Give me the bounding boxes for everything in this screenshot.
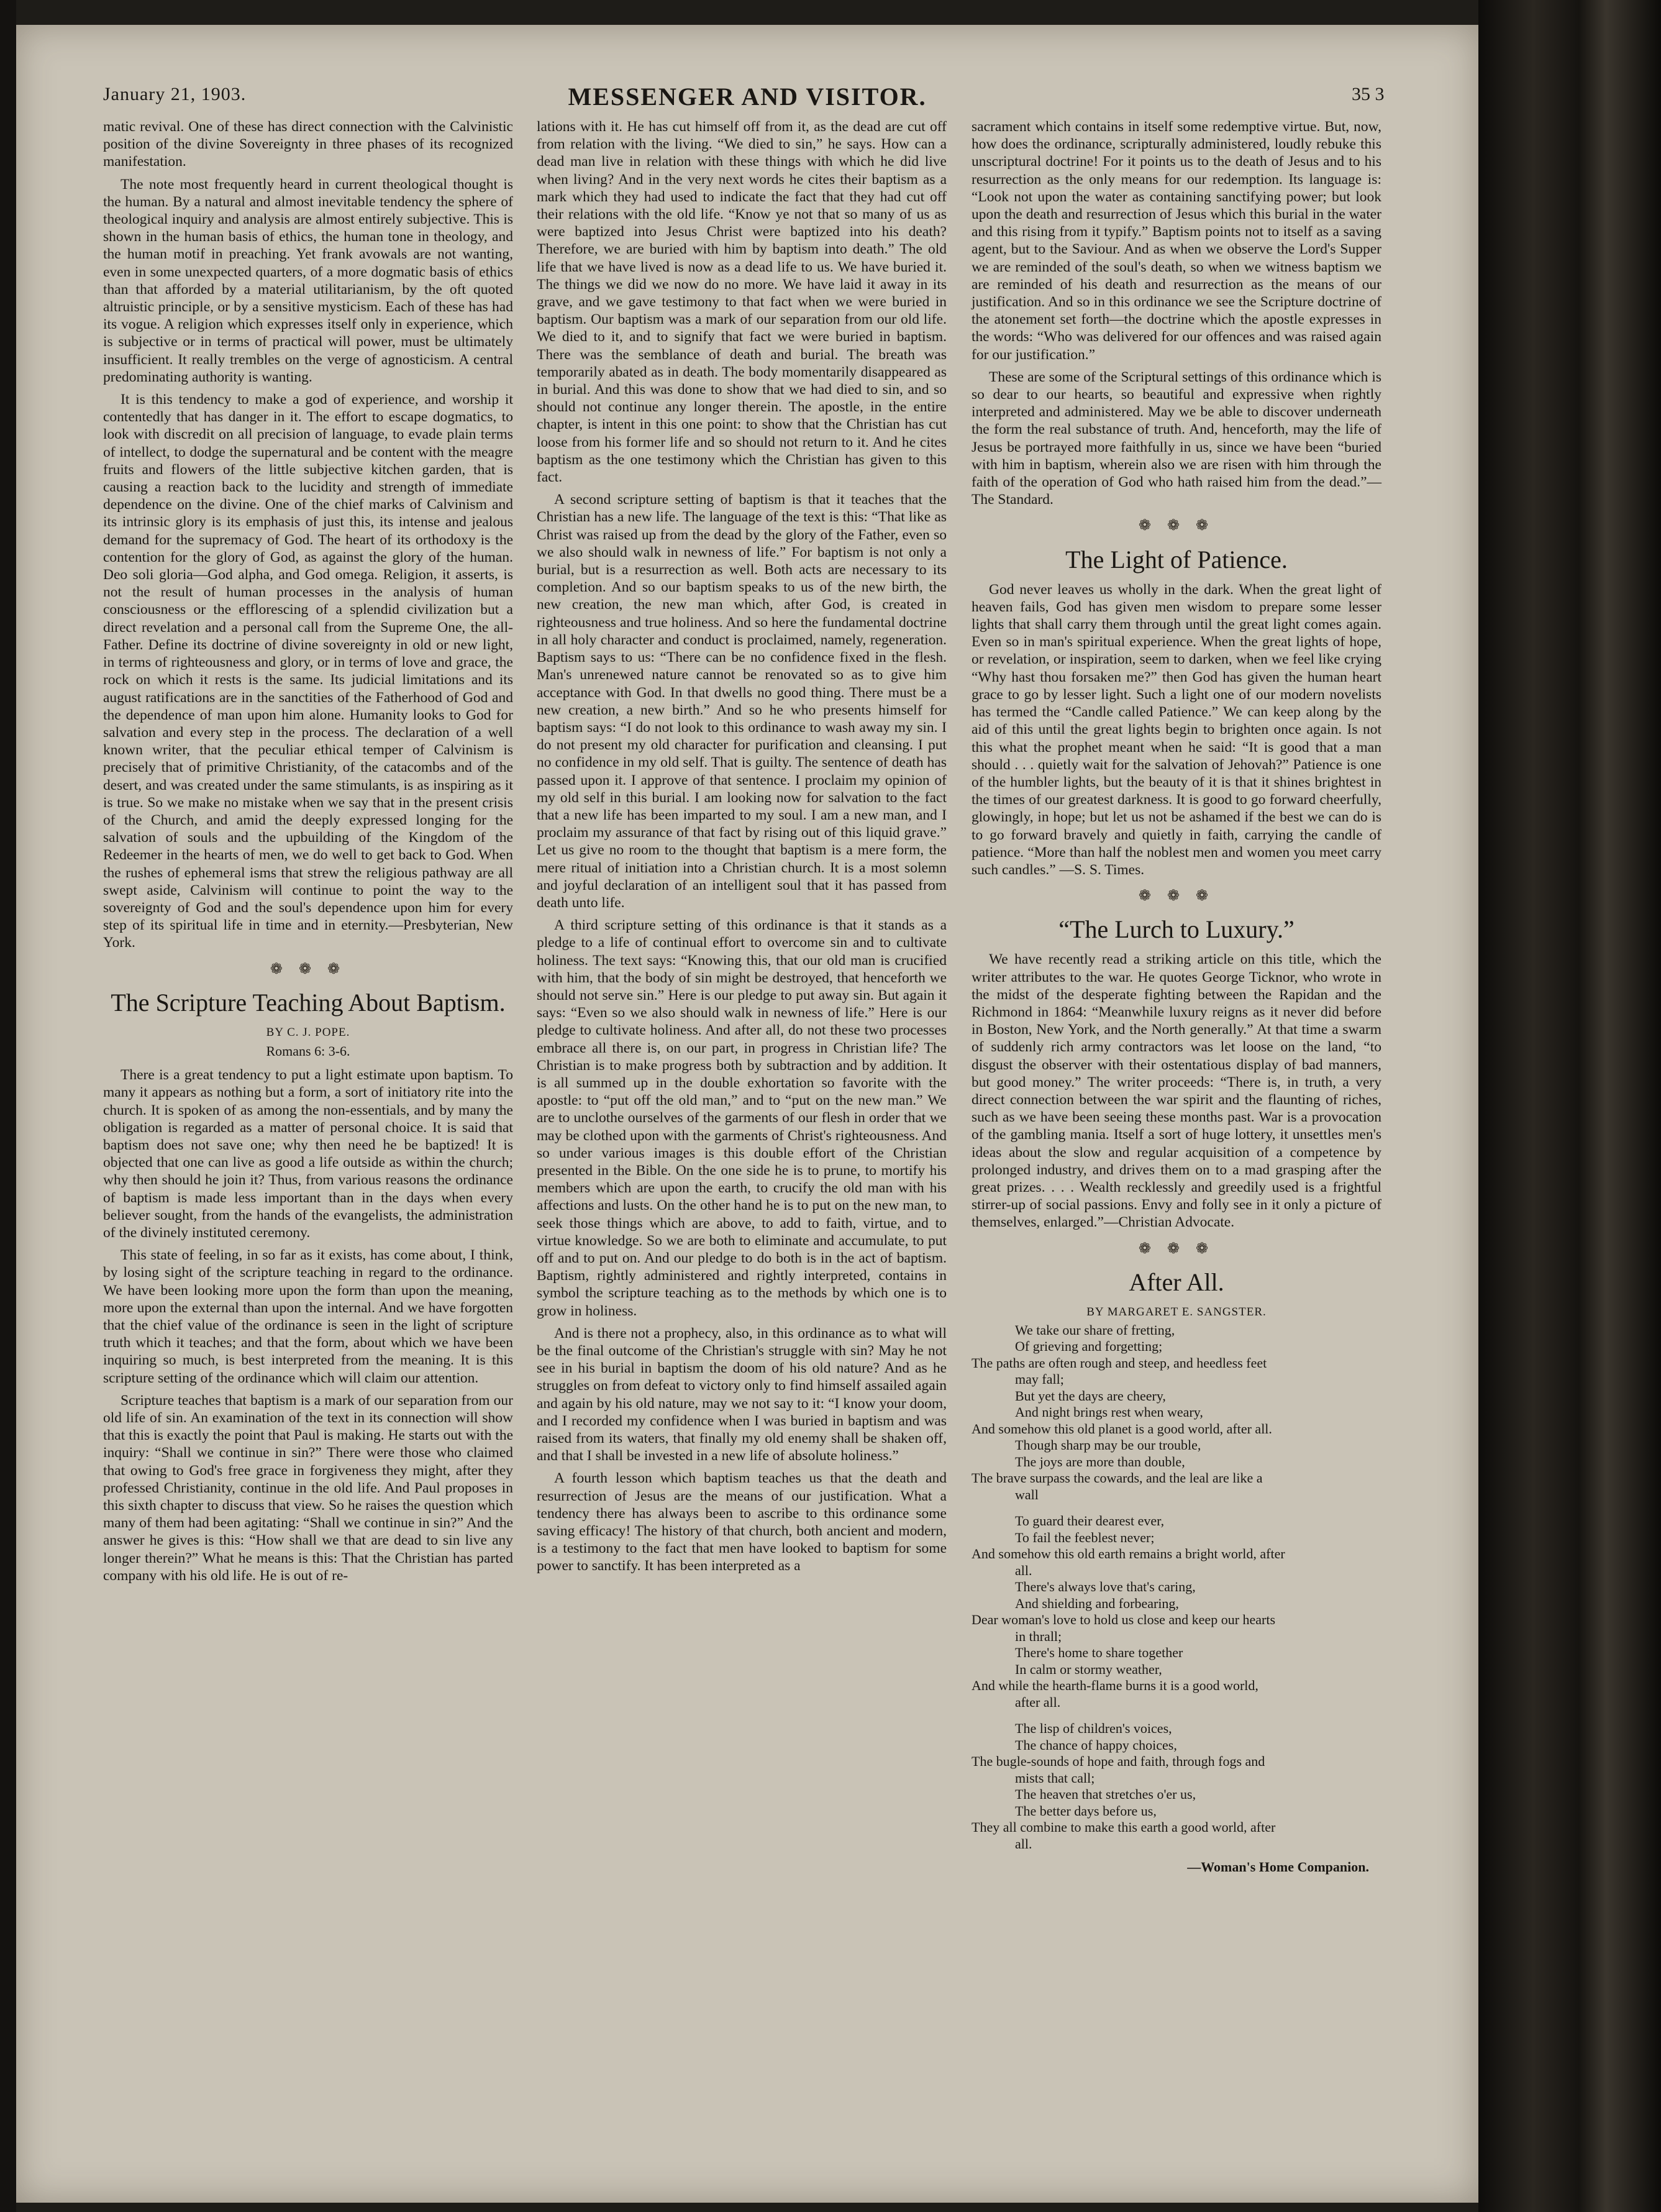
poem-line: And night brings rest when weary, xyxy=(1015,1404,1203,1420)
newspaper-title: MESSENGER AND VISITOR. xyxy=(568,83,927,111)
paragraph: We have recently read a striking article on this title, which the writer attributes to the war. He quotes George Ticknor, who wrote in the midst of the desperate fighting between the Rapidan and the Richmond in 1864: “Meanwhile luxury reigns as it never did before in Boston, New York, and the North generally.” At that time a swarm of suddenly rich army contractors was let loose on the land, “to disgust the observer with their ostentatious display of bad manners, but good money.” The writer proceeds: “There is, in truth, a very direct connection between the war spirit and the flaunting of riches, such as we have been seeing these months past. War is a provocation of the gambling mania. Itself a sort of huge lottery, it unsettles men's ideas about the slow and regular acquisition of a competence by prolonged industry, and drives them on to a mad grasping after the great prizes. . . . Wealth recklessly and greedily used is a frightful stirrer-up of social passions. Envy and folly see in it only a picture of themselves, enlarged.”—Christian Advocate. xyxy=(972,951,1381,1231)
column-1 xyxy=(103,118,513,1589)
poem-title: After All. xyxy=(1129,1268,1224,1296)
poem-line: The chance of happy choices, xyxy=(1015,1737,1177,1753)
poem-line: The heaven that stretches o'er us, xyxy=(1015,1786,1196,1803)
poem-line: may fall; xyxy=(1015,1371,1064,1387)
section-ornament: ❁ ❁ ❁ xyxy=(1138,518,1215,534)
poem-line: And somehow this old earth remains a bright world, after xyxy=(972,1546,1285,1562)
poem-line: They all combine to make this earth a good world, after xyxy=(972,1819,1276,1835)
article-title-baptism: The Scripture Teaching About Baptism. xyxy=(111,988,506,1017)
poem-line: In calm or stormy weather, xyxy=(1015,1661,1162,1677)
scan-border-right xyxy=(1478,0,1661,2212)
poem-line: The bugle-sounds of hope and faith, through fogs and xyxy=(972,1753,1265,1770)
column-3 xyxy=(972,118,1381,1876)
paragraph: And is there not a prophecy, also, in this ordinance as to what will be the final outcome of the Christian's struggle with sin? May he not see in his burial in baptism the doom of his old nature? And as he struggles on from defeat to victory only to find himself assailed again and again by his old nature, may we not say to it: “I know your doom, and I recorded my confidence when I was buried in baptism and was raised from its waters, that finally my old enemy shall be shaken off, and that I shall be invested in a new life of absolute holiness.” xyxy=(537,1325,947,1465)
issue-date: January 21, 1903. xyxy=(103,84,247,104)
paragraph: A second scripture setting of baptism is that it teaches that the Christian has a new life. The language of the text is this: “That like as Christ was raised up from the dead by the glory of the Father, even so we also should walk in newness of life.” For baptism is not only a burial, but is a resurrection as well. Both acts are necessary to its completion. And so our baptism speaks to us of the new birth, the new creation, the new man which, after God, is created in righteousness and true holiness. And so here the fundamental doctrine in all holy character and conduct is proclaimed, namely, regeneration. Baptism says to us: “There can be no confidence fixed in the flesh. Man's unrenewed nature cannot be renovated so as to give him acceptance with God. In that dwells no good thing. There must be a new creation, a new birth.” And so he who presents himself for baptism says: “I do not look to this ordinance to wash away my sin. I do not present my old character for purification and cleansing. I put no confidence in my old self. That is guilty. The sentence of death has passed upon it. I approve of that sentence. I proclaim my opinion of my old self in this burial. I am looking now for salvation to the fact that a new life has been imparted to my soul. I am a new man, and I proclaim my assurance of that fact by rising out of this liquid grave.” Let us give no room to the thought that baptism is a mere form, the mere ritual of initiation into a Christian church. It is a most solemn and joyful declaration of an intelligent soul that it has passed from death unto life. xyxy=(537,491,947,911)
paragraph: sacrament which contains in itself some redemptive virtue. But, now, how does the ordinance, scripturally administered, loudly rebuke this unscriptural doctrine! For it points us to the death of Jesus and to his resurrection as the only means for our redemption. Its language is: “Look not upon the water as containing sanctifying power; but look upon the death and resurrection of Jesus which this burial in the water and this rising from it typify.” Baptism points not to itself as a saving agent, but to the Saviour. And as when we observe the Lord's Supper we are reminded of the soul's death, so when we witness baptism we are reminded of his death and resurrection as the means of our justification. And so in this ordinance we see the Scripture doctrine of the atonement set forth—the doctrine which the apostle expresses in the words: “Who was delivered for our offences and was raised again for our justification.” xyxy=(972,119,1381,363)
poem-line: all. xyxy=(1015,1562,1032,1578)
paragraph: God never leaves us wholly in the dark. When the great light of heaven fails, God has given men wisdom to prepare some lesser lights that shall carry them through until the great light comes again. Even so in man's spiritual experience. When the great lights of hope, or revelation, or inspiration, seem to darken, when we feel like crying “Why hast thou forsaken me?” then God has given the human heart grace to go by lesser light. Such a light one of our modern novelists has termed the “Candle called Patience.” We can keep along by the aid of this until the great lights begin to brighten once again. Is not this what the prophet meant when he said: “It is good that a man should . . . quietly wait for the salvation of Jehovah?” Patience is one of the humbler lights, but the beauty of it is that it shines brightest in the times of our greatest darkness. It is good to go forward cheerfully, glowingly, in hope; but let us not be ashamed if the best we can do is to go forward bravely and quietly in faith, carrying the candle of patience. “More than half the noblest men and women you meet carry such candles.” —S. S. Times. xyxy=(972,581,1381,878)
paragraph: A third scripture setting of this ordinance is that it stands as a pledge to a life of continual effort to overcome sin and to cultivate holiness. The text says: “Knowing this, that our old man is crucified with him, that the body of sin might be destroyed, that henceforth we should not serve sin.” Here is our pledge to put away sin. But again it says: “Even so we also should walk in newness of life.” Here is our pledge to cultivate holiness. And after all, do not these two processes embrace all there is, on our part, in progress in Christian life? The Christian is to make progress both by subtraction and by addition. It is all summed up in the double exhortation so favorite with the apostle: to “put off the old man,” and to “put on the new man.” We are to unclothe ourselves of the garments of our flesh in order that we may be clothed upon with the garments of Christ's righteousness. And so under various images is this double effort of the Christian presented in the Bible. On the one side he is to prune, to mortify his members which are upon the earth, to crucify the old man with his affections and lusts. On the other hand he is to put on the new man, to seek those things which are above, to add to faith, virtue, and to virtue knowledge. So we are both to eliminate and accumulate, to put off and to put on. And our pledge to do both is in the act of baptism. Baptism, rightly administered and rightly interpreted, contains in symbol the scripture teaching as to the methods by which one is to grow in holiness. xyxy=(537,917,947,1319)
poem-line: We take our share of fretting, xyxy=(1015,1322,1175,1338)
paragraph: It is this tendency to make a god of experience, and worship it contentedly that has danger in it. The effort to escape dogmatics, to look with discredit on all precision of language, to evade plain terms of intellect, to dodge the supernatural and be content with the meagre fruits and flowers of the little subjective kitchen garden, that is causing a reaction back to the lucidity and strength of immediate dependence on the divine. One of the chief marks of Calvinism and its intrinsic glory is its emphasis of just this, its intense and jealous demand for the supremacy of God. The heart of its orthodoxy is the contention for the glory of God, as against the glory of the human. Deo soli gloria—God alpha, and God omega. Religion, it asserts, is not the result of human processes in the analysis of human consciousness or the efflorescing of a splendid civilization but a direct revelation and a personal call from the Supreme One, the all-Father. Define its doctrine of divine sovereignty in old or new light, in terms of righteousness and glory, or in terms of love and grace, the rock on which it rests is the same. Its judicial limitations and its august ratifications are in the sanctities of the Fatherhood of God and the dependence of man upon him alone. Humanity looks to God for salvation and every step in the process. The declaration of a well known writer, that the peculiar ethical temper of Calvinism is precisely that of primitive Christianity, of the catacombs and of the desert, and was created under the same stimulants, is as inspiring as it is true. So we make no mistake when we say that in the present crisis of the Church, and amid the deeply expressed longing for the salvation of souls and the upbuilding of the Kingdom of the Redeemer in the hearts of men, we do well to get back to God. When the rushes of ephemeral isms that strew the religious pathway are all swept aside, Calvinism will continue to point the way to the sovereignty of God and the soul's dependence upon him for every step of its spiritual life in time and in eternity.—Presbyterian, New York. xyxy=(103,391,513,951)
paragraph: These are some of the Scriptural settings of this ordinance which is so dear to our hearts, so beautiful and expressive when rightly interpreted and administered. May we be able to discover underneath the form the real substance of truth. And, henceforth, may the life of Jesus be portrayed more faithfully in us, since we have been “buried with him in baptism, wherein also we are risen with him through the faith of the operation of God who hath raised him from the dead.”—The Standard. xyxy=(972,368,1381,508)
poem-stanza-break xyxy=(972,1503,1381,1513)
poem-line: The brave surpass the cowards, and the leal are like a xyxy=(972,1470,1263,1486)
poem-line: To guard their dearest ever, xyxy=(1015,1513,1165,1529)
poem-line: And shielding and forbearing, xyxy=(1015,1595,1179,1611)
poem-line: The joys are more than double, xyxy=(1015,1453,1185,1469)
paragraph: Scripture teaches that baptism is a mark of our separation from our old life of sin. An examination of the text in its connection will show that this is exactly the point that Paul is making. He starts out with the inquiry: “Shall we continue in sin?” There were those who claimed that owing to God's free grace in forgiveness they might, after they professed Christianity, continue in the old life. And Paul proposes in this sixth chapter to discuss that view. So he raises the question which many of them had been agitating: “Shall we continue in sin?” And the answer he gives is this: “How shall we that are dead to sin live any longer therein?” What he means is this: That the Christian has parted company with his old life. He is out of re- xyxy=(103,1392,513,1584)
scripture-reference: Romans 6: 3-6. xyxy=(266,1043,350,1059)
poem-line: There's always love that's caring, xyxy=(1015,1579,1196,1595)
poem-source: —Woman's Home Companion. xyxy=(1187,1859,1369,1875)
poem-line: To fail the feeblest never; xyxy=(1015,1529,1155,1545)
page-header xyxy=(16,25,1478,111)
poem-line: Dear woman's love to hold us close and keep our hearts xyxy=(972,1612,1276,1628)
poem-line: Though sharp may be our trouble, xyxy=(1015,1437,1201,1453)
poem-line: The paths are often rough and steep, and heedless feet xyxy=(972,1355,1267,1371)
section-ornament: ❁ ❁ ❁ xyxy=(270,961,347,977)
paragraph: matic revival. One of these has direct connection with the Calvinistic position of the divine Sovereignty in three phases of its recognized manifestation. xyxy=(103,119,513,170)
poem-line: Of grieving and forgetting; xyxy=(1015,1338,1163,1355)
poem-byline: BY MARGARET E. SANGSTER. xyxy=(1086,1305,1267,1319)
scan-border-left xyxy=(0,0,16,2212)
poem-line: The lisp of children's voices, xyxy=(1015,1721,1172,1737)
paragraph: This state of feeling, in so far as it exists, has come about, I think, by losing sight of the scripture teaching in regard to the ordinance. We have been looking more upon the form than upon the meaning, more upon the external than upon the internal. And we have forgotten that the chief value of the ordinance is seen in the light of scripture truth which it teaches; and that the form, about which we have been inquiring so much, is best interpreted from the meaning. It is this scripture setting of the ordinance which will claim our attention. xyxy=(103,1247,513,1386)
poem-line: wall xyxy=(1015,1486,1039,1502)
section-ornament: ❁ ❁ ❁ xyxy=(1138,1240,1215,1257)
poem-line: in thrall; xyxy=(1015,1628,1062,1644)
poem-line: The better days before us, xyxy=(1015,1803,1157,1819)
poem-line: mists that call; xyxy=(1015,1770,1095,1786)
article-title-luxury: “The Lurch to Luxury.” xyxy=(1058,915,1295,944)
column-2 xyxy=(537,118,947,1580)
poem-line: all. xyxy=(1015,1835,1032,1852)
article-title-patience: The Light of Patience. xyxy=(1065,545,1288,574)
paragraph: lations with it. He has cut himself off from it, as the dead are cut off from relation with the living. “We died to sin,” he says. How can a dead man live in relation with these things with which he did live when living? And in the very next words he cites their baptism as a mark which they had used to indicate the fact that they had cut off their relations with the old life. “Know ye not that so many of us as were baptized into Jesus Christ were baptized into his death? Therefore, we are buried with him by baptism into death.” The old life that we have lived is now as a dead life to us. We have buried it. The things we did we now do no more. We have laid it away in its grave, and we gave testimony to that fact when we were buried in baptism. Our baptism was a mark of our separation from our old life. We died to it, and to signify that fact we were buried in baptism. There was the semblance of death and burial. The breath was temporarily abated as in death. The body momentarily disappeared as in burial. And this was done to show that we had died to sin, and so should not continue any longer therein. The apostle, in the entire chapter, is intent in this one point: to show that the Christian has cut loose from his former life and so should not return to it. And he cites baptism as the one testimony which the Christian has given to this fact. xyxy=(537,119,947,486)
page-number: 35 3 xyxy=(1352,84,1385,104)
paragraph: A fourth lesson which baptism teaches us that the death and resurrection of Jesus are the means of our justification. What a tendency there has always been to ascribe to this ordinance some saving efficacy! The history of that church, both ancient and modern, is a testimony to the fact that men have looked to baptism for some power to sanctify. It has been interpreted as a xyxy=(537,1470,947,1574)
paragraph: There is a great tendency to put a light estimate upon baptism. To many it appears as nothing but a form, a sort of initiatory rite into the church. It is spoken of as among the non-essentials, and by many the obligation is regarded as a matter of personal choice. It is said that baptism does not save one; why then need he be baptized! It is objected that one can live as good a life outside as within the church; why then should he join it? Thus, from various reasons the ordinance of baptism is made less important than in the days when every believer sought, from the hands of the evangelists, the administration of the divinely instituted ceremony. xyxy=(103,1067,513,1241)
newspaper-page xyxy=(16,25,1478,2203)
poem-line: after all. xyxy=(1015,1694,1061,1710)
poem-body xyxy=(972,1322,1381,1853)
section-ornament: ❁ ❁ ❁ xyxy=(1138,888,1215,905)
poem-stanza-break xyxy=(972,1711,1381,1721)
poem-line: And somehow this old planet is a good world, after all. xyxy=(972,1420,1272,1437)
byline: BY C. J. POPE. xyxy=(266,1025,350,1039)
poem-line: But yet the days are cheery, xyxy=(1015,1387,1166,1404)
poem-line: And while the hearth-flame burns it is a good world, xyxy=(972,1678,1258,1694)
paragraph: The note most frequently heard in current theological thought is the human. By a natural and almost inevitable tendency the sphere of theological inquiry and analysis are almost entirely subjective. This is shown in the human basis of ethics, the human tone in theology, and the human motif in preaching. Yet frank avowals are not wanting, even in some unexpected quarters, of a more dogmatic basis of ethics than that afforded by a material utilitarianism, by the oft quoted altruistic principle, or by a sensitive mysticism. Each of these has had its vogue. A religion which expresses itself only in experience, which is subjective or in terms of practical will power, must be ultimately insufficient. It really trembles on the verge of agnosticism. A central predominating authority is wanting. xyxy=(103,176,513,385)
poem-line: There's home to share together xyxy=(1015,1645,1183,1661)
